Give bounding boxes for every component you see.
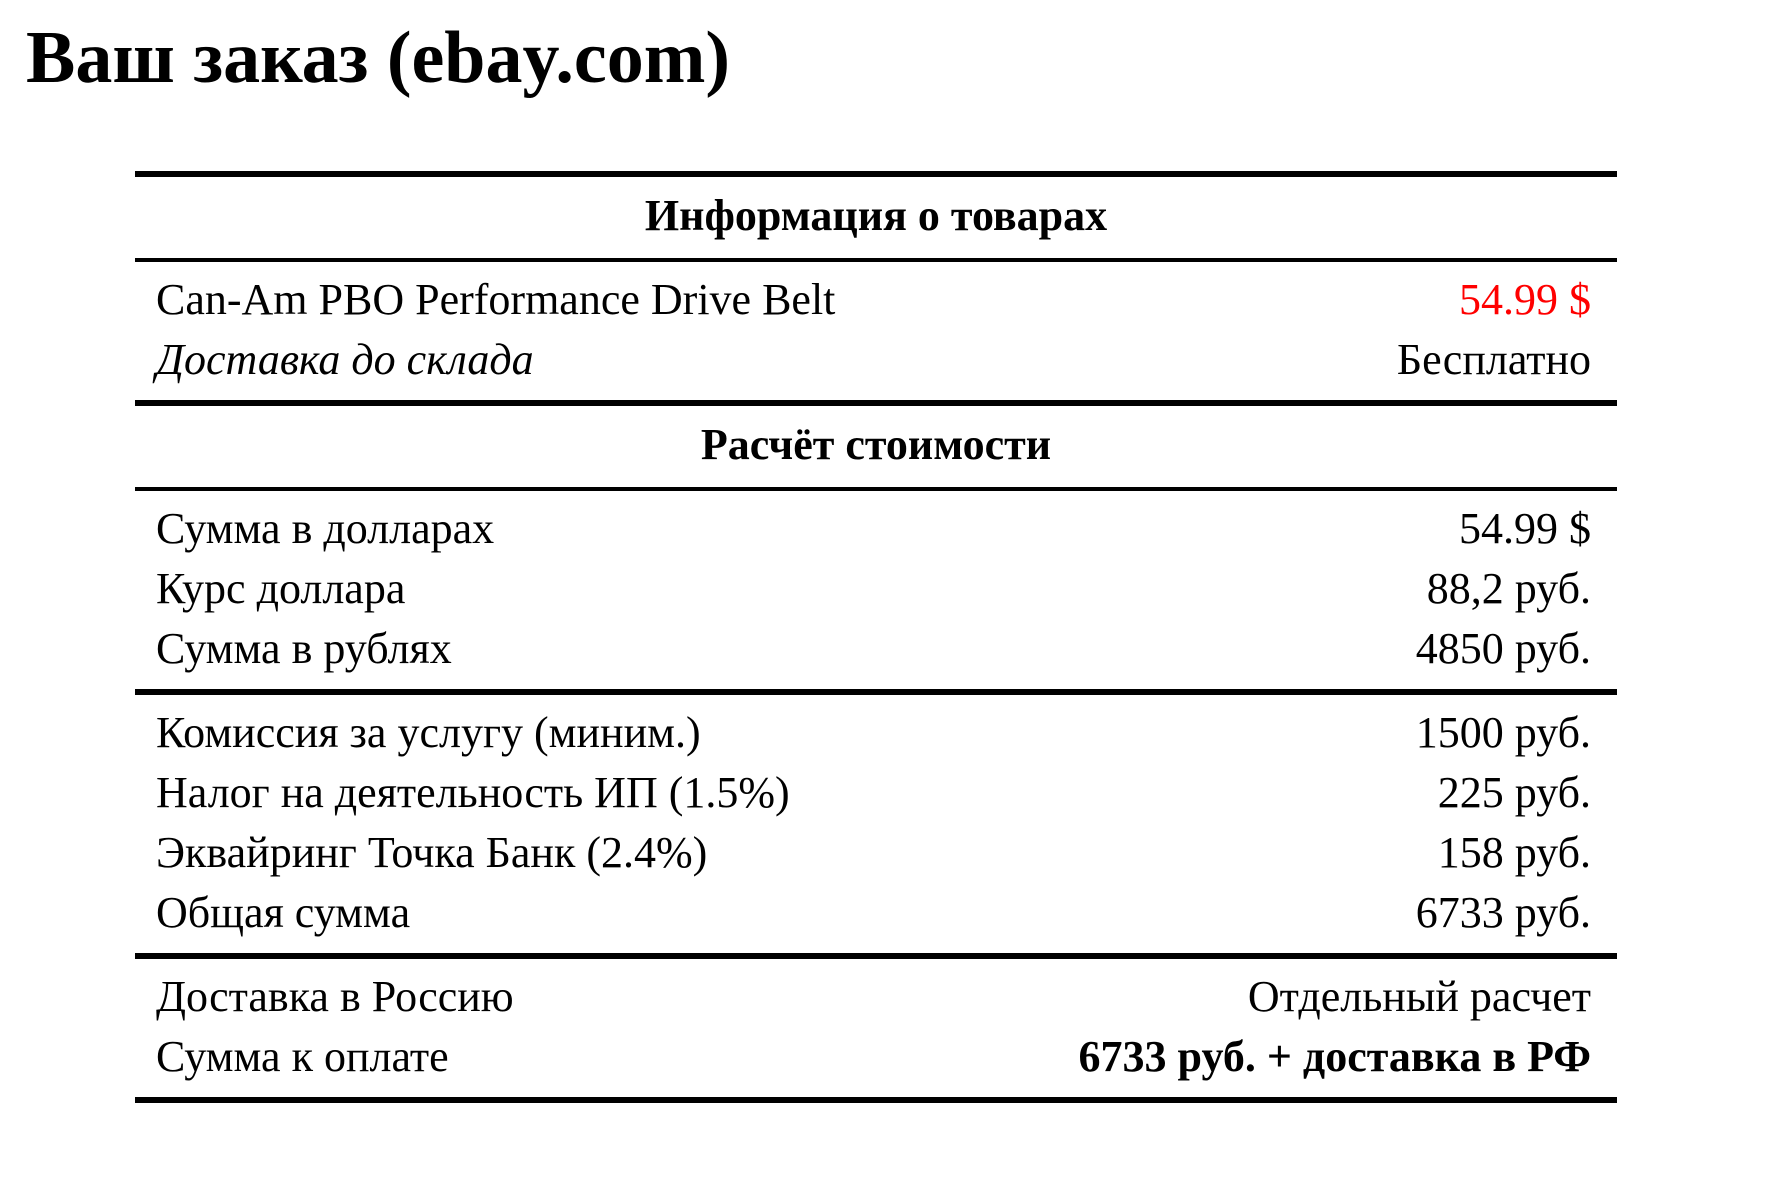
table-row [135,1027,1617,1087]
row-label: Can-Am PBO Performance Drive Belt [156,275,836,324]
row-value: 225 руб. [1437,768,1591,817]
table-row [135,619,1617,679]
divider-bottom [135,1097,1617,1103]
row-value-total: 6733 руб. + доставка в РФ [1078,1032,1591,1081]
row-label: Комиссия за услугу (миним.) [156,708,701,757]
row-group-fees [135,695,1617,953]
row-label: Сумма в долларах [156,504,495,553]
row-value: 158 руб. [1437,828,1591,877]
row-value: Бесплатно [1396,335,1591,384]
row-label: Сумма к оплате [156,1032,449,1081]
table-row [135,330,1617,390]
row-group-products [135,262,1617,400]
row-value: 54.99 $ [1459,504,1591,553]
row-label: Доставка до склада [156,335,534,384]
table-row [135,823,1617,883]
table-row [135,499,1617,559]
page-title: Ваш заказ (ebay.com) [26,17,731,99]
row-value-price-usd: 54.99 $ [1459,275,1591,324]
row-label: Сумма в рублях [156,624,452,673]
row-label: Эквайринг Точка Банк (2.4%) [156,828,708,877]
table-row [135,559,1617,619]
table-row [135,883,1617,943]
table-row [135,763,1617,823]
table-row [135,270,1617,330]
table-row [135,967,1617,1027]
row-label: Доставка в Россию [156,972,514,1021]
row-value: 4850 руб. [1415,624,1591,673]
row-label: Общая сумма [156,888,411,937]
row-group-amounts [135,491,1617,689]
row-label: Курс доллара [156,564,406,613]
row-value: 6733 руб. [1415,888,1591,937]
row-value: 88,2 руб. [1426,564,1591,613]
order-table [135,171,1617,1103]
section-header-calculation: Расчёт стоимости [700,420,1052,469]
row-group-total [135,959,1617,1097]
row-value: 1500 руб. [1415,708,1591,757]
row-value: Отдельный расчет [1247,972,1591,1021]
table-row [135,703,1617,763]
section-header-products: Информация о товарах [644,191,1108,240]
row-label: Налог на деятельность ИП (1.5%) [156,768,790,817]
